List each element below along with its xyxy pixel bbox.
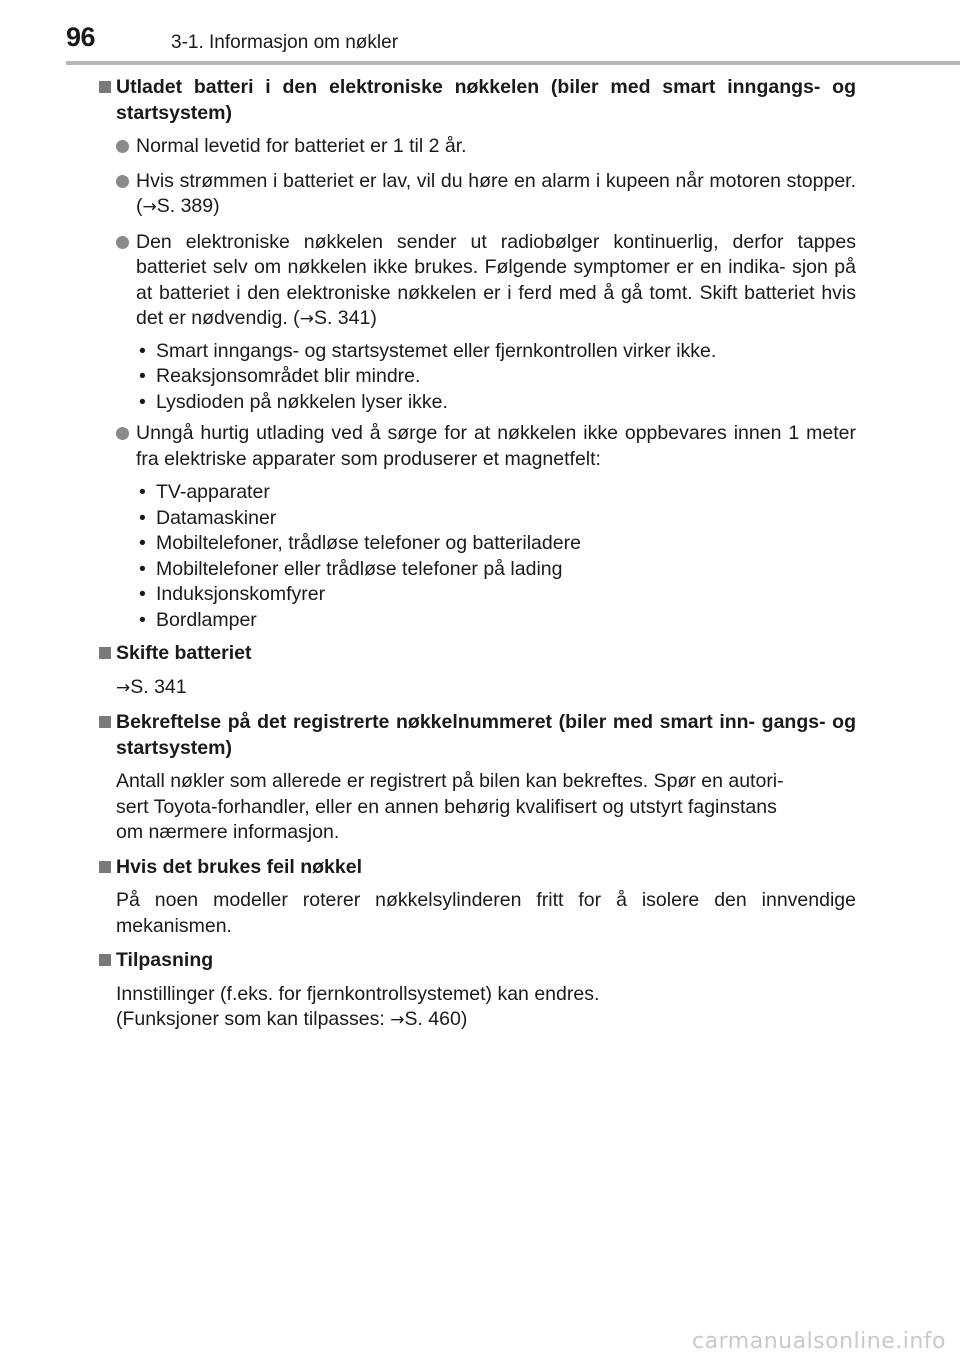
item-text: Hvis strømmen i batteriet er lav, vil du høre en alarm i kupeen når motoren stopper. ( [136,169,856,217]
bullet-item [136,339,856,365]
page-reference-link[interactable]: S. 460 [404,1008,461,1030]
paragraph [96,982,856,1034]
bullet-text: Smart inngangs- og startsystemet eller fjernkontrollen virker ikke. [156,339,717,362]
page-reference-link[interactable]: S. 341 [313,307,371,329]
bullet-icon: • [139,390,146,413]
bullet-icon: • [139,583,146,605]
paragraph-tail: ) [460,1008,468,1030]
bullet-item [136,557,856,583]
header-divider [66,61,960,65]
symptom-list [96,339,856,416]
page-content [96,75,856,1043]
arrow-right-icon: → [390,1010,405,1030]
bullet-item [136,608,856,634]
list-item [96,230,856,333]
page-header [0,0,960,62]
page-number: 96 [66,22,96,52]
bullet-text: Datamaskiner [156,506,277,529]
bullet-item [136,582,856,608]
bullet-text: TV-apparater [156,481,270,503]
bullet-text: Reaksjonsområdet blir mindre. [156,365,421,387]
list-item [96,169,856,221]
bullet-icon: • [139,506,146,529]
section-replace-battery [96,641,856,701]
square-bullet-icon [99,954,111,966]
arrow-right-icon: → [299,309,314,329]
bullet-item [136,364,856,390]
section-key-number [96,710,856,846]
bullet-item [136,480,856,506]
heading-text: Skifte batteriet [116,642,252,664]
list-item [96,421,856,472]
bullet-item [136,390,856,416]
circle-bullet-icon [116,236,129,249]
square-bullet-icon [99,647,111,659]
section-wrong-key [96,855,856,940]
circle-bullet-icon [116,175,129,188]
bullet-text: Lysdioden på nøkkelen lyser ikke. [156,390,448,413]
section-heading [96,641,856,667]
section-heading [96,948,856,974]
square-bullet-icon [99,81,111,93]
section-heading [96,855,856,881]
bullet-item [136,506,856,532]
bullet-icon: • [139,365,146,387]
heading-text: Utladet batteri i den elektroniske nøkkelen (biler med smart inngangs- og startsystem) [116,76,856,124]
section-customization [96,948,856,1034]
paragraph [96,769,856,846]
arrow-right-icon: → [142,197,157,217]
page-reference-link[interactable]: S. 341 [130,675,187,698]
item-text: Unngå hurtig utlading ved å sørge for at nøkkelen ikke oppbevares innen 1 meter fra elektriske apparater som produserer et magnetfelt: [136,422,856,470]
paragraph-line: Innstillinger (f.eks. for fjernkontrollsystemet) kan endres. [116,982,600,1005]
section-heading [96,710,856,761]
circle-bullet-icon [116,427,129,440]
section-battery [96,75,856,633]
item-text: Den elektroniske nøkkelen sender ut radiobølger kontinuerlig, derfor tappes batteriet selv om nøkkelen ikke brukes. Følgende symptomer er en indika- sjon på at batteriet i den elektroniske nøkkelen er i ferd med å gå tomt. Skift batteriet hvis det er nødvendig. ( [136,230,856,329]
bullet-text: Mobiltelefoner eller trådløse telefoner på lading [156,557,563,580]
bullet-icon: • [139,532,146,554]
bullet-text: Induksjonskomfyrer [156,583,326,605]
paragraph-line: Antall nøkler som allerede er registrert på bilen kan bekreftes. Spør en autori- [116,770,784,792]
square-bullet-icon [99,861,111,873]
section-heading [96,75,856,126]
heading-text: Hvis det brukes feil nøkkel [116,855,363,878]
watermark: carmanualsonline.info [692,1329,946,1354]
paragraph-line: sert Toyota-forhandler, eller en annen behørig kvalifisert og utstyrt faginstans [116,795,777,818]
section-title: 3-1. Informasjon om nøkler [171,32,399,53]
reference-line [96,675,856,702]
heading-text: Bekreftelse på det registrerte nøkkelnummeret (biler med smart inn- gangs- og startsystem) [116,711,856,759]
bullet-icon: • [139,557,146,580]
paragraph-text: På noen modeller roterer nøkkelsylinderen fritt for å isolere den innvendige mekanismen. [116,889,856,937]
bullet-item [136,531,856,557]
bullet-text: Bordlamper [156,608,257,631]
circle-bullet-icon [116,140,129,153]
heading-text: Tilpasning [116,949,214,971]
paragraph-line [116,1007,856,1034]
bullet-text: Mobiltelefoner, trådløse telefoner og batteriladere [156,532,581,554]
paragraph-line-text: (Funksjoner som kan tilpasses: [116,1008,391,1030]
arrow-right-icon: → [116,677,131,698]
bullet-icon: • [139,339,146,362]
item-text-tail: ) [370,307,377,329]
list-item [96,134,856,160]
paragraph [96,888,856,939]
page-reference-link[interactable]: S. 389 [156,195,214,217]
appliance-list [96,480,856,633]
item-text: Normal levetid for batteriet er 1 til 2 år. [136,135,467,157]
paragraph-line: om nærmere informasjon. [116,821,340,843]
bullet-icon: • [139,481,146,503]
item-text-tail: ) [213,195,220,217]
square-bullet-icon [99,716,111,728]
bullet-icon: • [139,608,146,631]
